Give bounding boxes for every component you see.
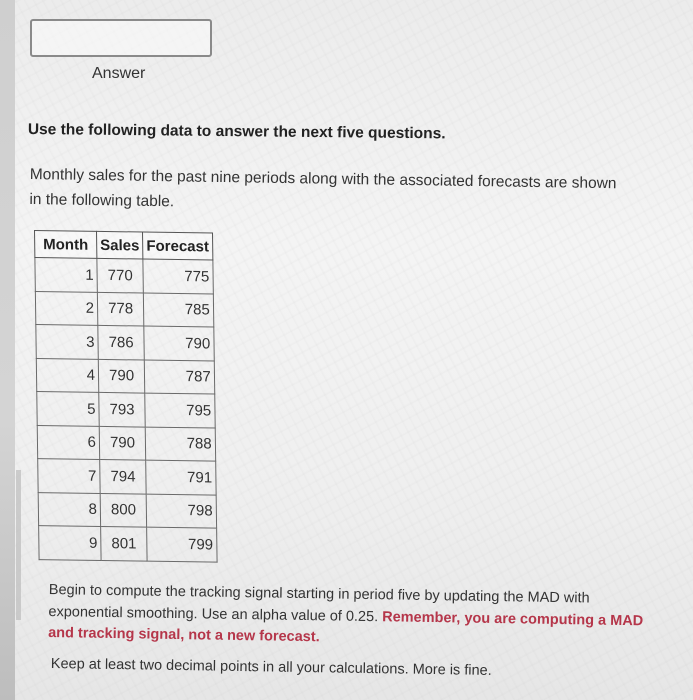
- table-header-row: [35, 231, 213, 260]
- cell-forecast: 785: [144, 293, 214, 327]
- sales-forecast-table: [34, 230, 217, 562]
- answer-input[interactable]: [30, 19, 212, 57]
- cell-sales: 790: [98, 359, 145, 393]
- cell-sales: 801: [101, 526, 148, 560]
- cell-month: 3: [36, 325, 98, 359]
- cell-forecast: 787: [144, 360, 214, 394]
- cell-sales: 778: [97, 292, 144, 326]
- cell-sales: 770: [97, 258, 144, 292]
- table-row: [37, 425, 215, 461]
- answer-label: Answer: [92, 65, 146, 82]
- table-row: [37, 392, 215, 428]
- table-body: [35, 258, 217, 562]
- tracking-signal-instructions: [48, 580, 649, 654]
- cell-sales: 794: [100, 459, 147, 493]
- cell-month: 9: [39, 526, 101, 560]
- cell-sales: 793: [99, 392, 146, 426]
- cell-month: 4: [36, 358, 98, 392]
- instruction-heading: Use the following data to answer the next five questions.: [27, 121, 446, 143]
- cell-forecast: 798: [146, 494, 216, 528]
- cell-month: 5: [37, 392, 99, 426]
- table-row: [38, 492, 216, 528]
- table-row: [38, 459, 216, 495]
- intro-paragraph: Monthly sales for the past nine periods along with the associated forecasts are shown in the following table.: [29, 165, 617, 211]
- instructions-emphasis: Remember, you are computing a MAD and tracking signal, not a new forecast.: [48, 608, 644, 646]
- cell-sales: 786: [98, 325, 145, 359]
- table-row: [35, 258, 213, 294]
- header-forecast: Forecast: [143, 232, 213, 260]
- data-table-wrapper: [34, 230, 217, 562]
- precision-note: Keep at least two decimal points in all your calculations. More is fine.: [50, 656, 492, 679]
- left-scroll-rail: [0, 0, 15, 700]
- cell-forecast: 790: [144, 326, 214, 360]
- left-scroll-thumb[interactable]: [16, 470, 21, 620]
- cell-sales: 790: [99, 426, 146, 460]
- cell-month: 2: [35, 291, 97, 325]
- table-row: [35, 291, 213, 327]
- cell-forecast: 795: [145, 393, 215, 427]
- instructions-text: Begin to compute the tracking signal starting in period five by updating the MAD with exponential smoothing. Use an alpha value of 0.25.: [48, 581, 590, 625]
- cell-sales: 800: [100, 493, 147, 527]
- cell-month: 6: [37, 425, 99, 459]
- table-row: [36, 358, 214, 394]
- cell-forecast: 791: [146, 460, 216, 494]
- table-row: [39, 526, 217, 562]
- cell-month: 8: [38, 492, 100, 526]
- table-row: [36, 325, 214, 361]
- cell-forecast: 775: [143, 259, 213, 293]
- cell-forecast: 799: [147, 527, 217, 561]
- header-month: Month: [35, 231, 97, 259]
- header-sales: Sales: [97, 231, 144, 259]
- cell-forecast: 788: [145, 427, 215, 461]
- cell-month: 7: [38, 459, 100, 493]
- cell-month: 1: [35, 258, 97, 292]
